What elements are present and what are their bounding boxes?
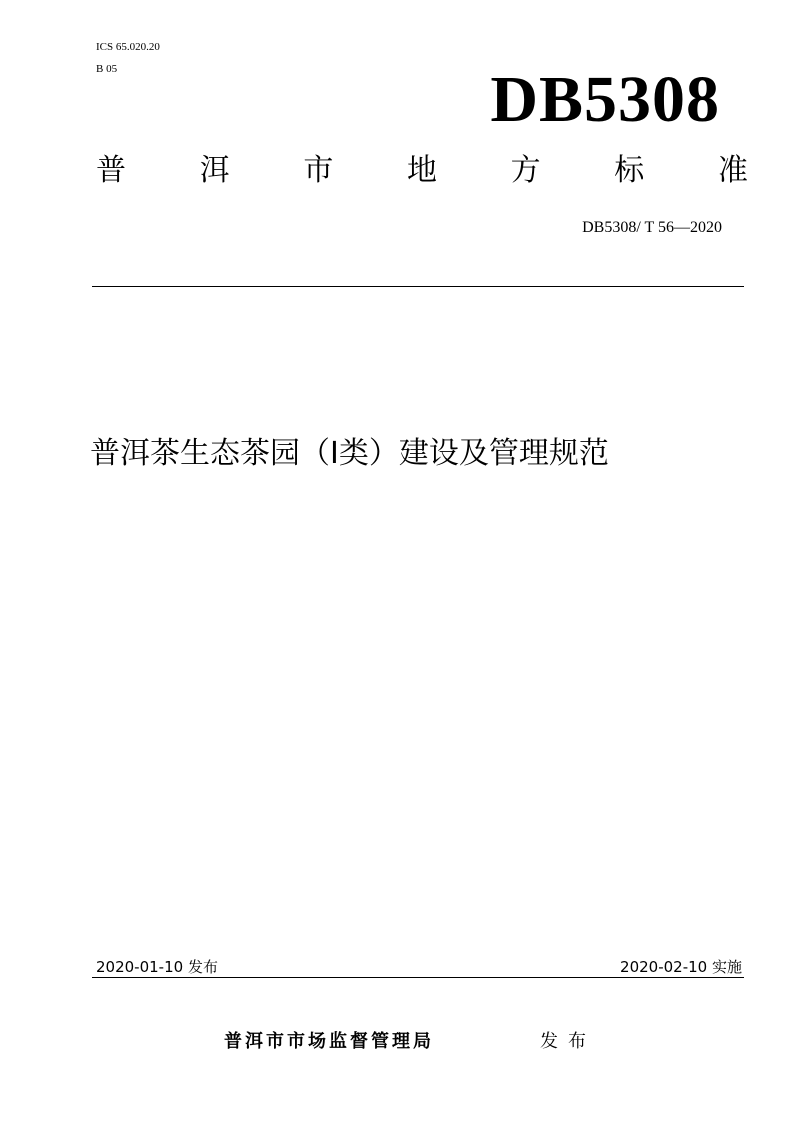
publish-date: 2020-01-10 发布 xyxy=(96,958,218,976)
standard-type-char: 洱 xyxy=(199,153,230,188)
standard-type-char: 普 xyxy=(96,153,126,188)
standard-type-char: 准 xyxy=(717,153,748,188)
top-divider xyxy=(92,286,744,287)
standard-type-heading xyxy=(96,151,748,191)
standard-type-char: 标 xyxy=(614,153,645,188)
issue-label: 发布 xyxy=(540,1031,596,1052)
standard-type-char: 地 xyxy=(406,153,437,188)
issuing-authority: 普洱市市场监督管理局 xyxy=(224,1031,434,1052)
standard-type-char: 方 xyxy=(510,153,541,188)
standard-type-char: 市 xyxy=(303,153,334,188)
standard-number: DB5308/ T 56—2020 xyxy=(582,219,722,236)
standard-code-logo: DB5308 xyxy=(490,63,720,136)
ics-code: ICS 65.020.20 xyxy=(96,41,160,53)
bottom-divider xyxy=(92,977,744,978)
ccs-code: B 05 xyxy=(96,63,118,75)
implement-date: 2020-02-10 实施 xyxy=(620,958,742,976)
document-title: 普洱茶生态茶园（Ⅰ类）建设及管理规范 xyxy=(90,436,609,471)
